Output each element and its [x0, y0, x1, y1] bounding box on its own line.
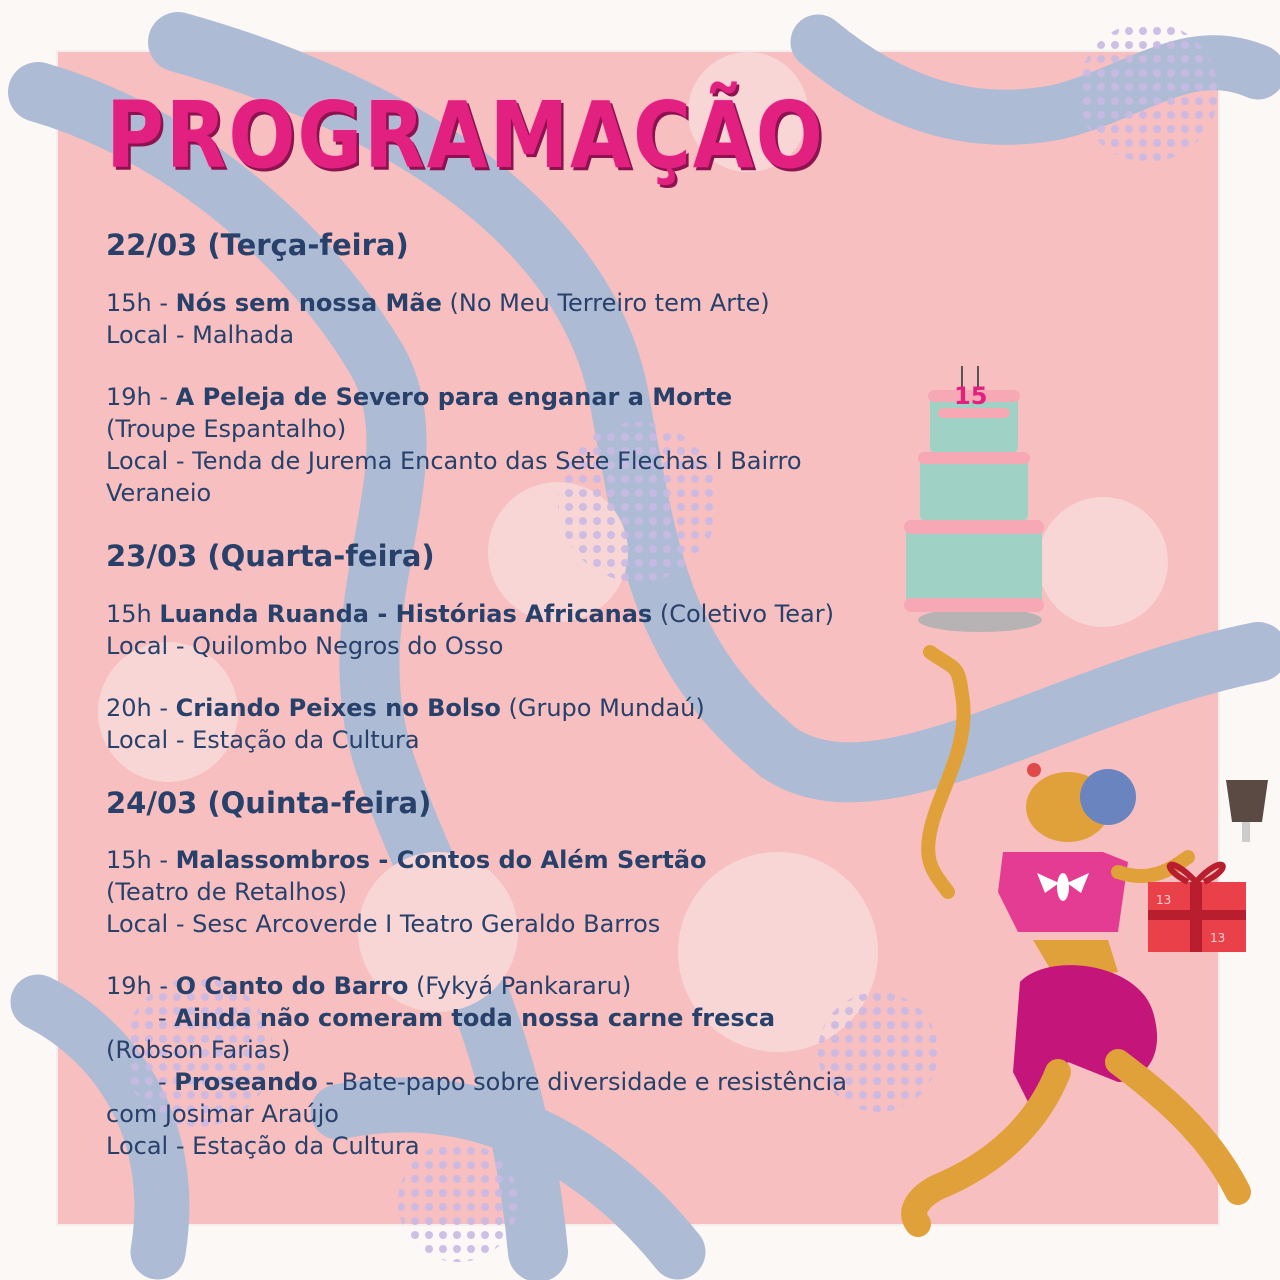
event-group: (No Meu Terreiro tem Arte) — [441, 288, 770, 317]
event-location: Local - Tenda de Jurema Encanto das Sete Flechas I Bairro — [106, 446, 802, 475]
sub-event — [106, 1066, 886, 1098]
event-item — [106, 970, 886, 1162]
event-time: 15h — [106, 599, 160, 628]
sub-event-description: - Bate-papo sobre diversidade e resistência — [317, 1068, 847, 1097]
event-title: Criando Peixes no Bolso — [175, 693, 501, 722]
gift-label: 13 — [1210, 931, 1226, 945]
event-title: A Peleja de Severo para enganar a Morte — [175, 382, 733, 411]
day-heading: 24/03 (Quinta-feira) — [106, 785, 432, 820]
schedule — [106, 228, 886, 1192]
day-section — [106, 539, 886, 756]
cake-icon — [904, 366, 1044, 632]
event-item — [106, 598, 886, 662]
event-group: (Troupe Espantalho) — [106, 414, 347, 443]
event-time: 20h - — [106, 693, 176, 722]
event-time: 19h - — [106, 972, 176, 1001]
day-heading: 23/03 (Quarta-feira) — [106, 538, 435, 573]
event-group: (Fykyá Pankararu) — [408, 972, 632, 1001]
event-title: Nós sem nossa Mãe — [175, 288, 442, 317]
event-group: (Grupo Mundaú) — [500, 693, 705, 722]
event-location: Local - Sesc Arcoverde I Teatro Geraldo Barros — [106, 910, 661, 939]
soft-circle — [1038, 497, 1168, 627]
sub-event-title: Proseando — [174, 1068, 318, 1097]
event-location: Local - Estação da Cultura — [106, 725, 420, 754]
event-group: (Teatro de Retalhos) — [106, 878, 348, 907]
sub-event-group: (Robson Farias) — [106, 1036, 291, 1065]
event-title: O Canto do Barro — [175, 972, 409, 1001]
event-item — [106, 692, 886, 756]
event-location: Local - Quilombo Negros do Osso — [106, 631, 504, 660]
event-location: Local - Malhada — [106, 320, 295, 349]
gift-label: 13 — [1156, 893, 1172, 907]
event-time: 15h - — [106, 846, 176, 875]
day-heading: 22/03 (Terça-feira) — [106, 228, 409, 262]
poster — [58, 52, 1226, 1224]
sub-event — [106, 1002, 886, 1034]
event-time: 15h - — [106, 288, 176, 317]
wine-glass-icon — [1226, 780, 1268, 842]
event-location: Veraneio — [106, 478, 212, 507]
cake-topper: 15 — [954, 382, 988, 410]
dot-pattern — [1078, 22, 1218, 162]
sub-event-dash: - — [158, 1004, 175, 1033]
event-item — [106, 287, 886, 351]
event-title: Luanda Ruanda - Histórias Africanas — [159, 599, 653, 628]
event-location: Local - Estação da Cultura — [106, 1132, 420, 1161]
sub-event-title: Ainda não comeram toda nossa carne fresca — [174, 1004, 776, 1033]
event-item — [106, 381, 886, 509]
event-time: 19h - — [106, 382, 176, 411]
day-section — [106, 228, 886, 509]
sub-event-description: com Josimar Araújo — [106, 1100, 339, 1129]
event-group: (Coletivo Tear) — [652, 599, 834, 628]
day-section — [106, 786, 886, 1163]
page-title: PROGRAMAÇÃO — [106, 82, 825, 189]
sub-event-dash: - — [158, 1068, 175, 1097]
event-item — [106, 844, 886, 940]
event-title: Malassombros - Contos do Além Sertão — [175, 846, 707, 875]
